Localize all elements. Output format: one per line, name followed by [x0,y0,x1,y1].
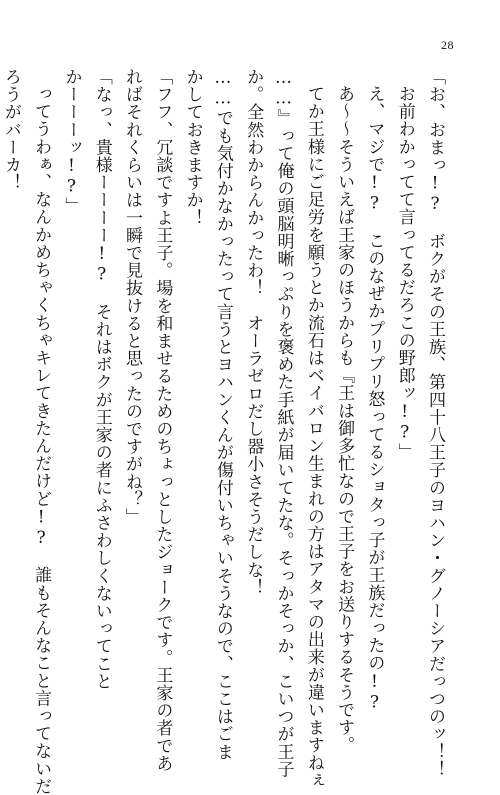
text-line: 「なっ、貴様ーーーー!? それはボクが王家の者にふさわしくないってこと [91,68,112,690]
text-line: ……』って俺の頭脳明晰っぷりを褒めた手紙が届いてたな。そっかそっか、こいつが王子 [273,68,294,778]
text-line: ればそれくらいは一瞬で見抜けると思ったのですがね？」 [122,68,143,526]
text-line: あ〜〜そういえば王家のほうからも『王は御多忙なので王子をお送りするそうです。 [334,85,355,754]
page-number: 28 [441,38,454,52]
text-line: かしておきますか！ [182,68,203,227]
text-line: 「フフ、冗談ですよ王子。場を和ませるためのちょっとしたジョークです。王家の者であ [152,68,173,772]
text-line: か。全然わからんかったわ！ オーラゼロだし器小さそうだしな！ [243,68,264,596]
text-line: お前わかってて言ってるだろこの野郎ッ!?」 [394,85,415,461]
text-line [359,68,389,714]
text-line: かーーーッ!?」 [61,68,82,215]
text-line: ……でも気付かなかったって言うとヨハンくんが傷付いちゃいそうなので、ここはごま [212,68,233,761]
text-line: ってうわぁ、なんかめちゃくちゃキレてきたんだけど!? 誰もそんなこと言ってないだ [31,85,52,795]
text-line: 「お、おまっ!? ボクがその王族、第四十八王子のヨハン・グノーシアだっつのッ！！ [425,68,445,778]
text-segment: このなぜかプリプリ怒ってるショタっ子が王族だったの!? [364,231,385,714]
text-line: てか王様にご足労を願うとか流石はベイバロン生まれの方はアタマの出来が違いますねぇ [303,85,324,789]
text-line: ろうがバーカ！ [0,68,21,192]
text-segment: え、マジで!? [364,85,385,215]
vertical-text-body [0,68,450,795]
